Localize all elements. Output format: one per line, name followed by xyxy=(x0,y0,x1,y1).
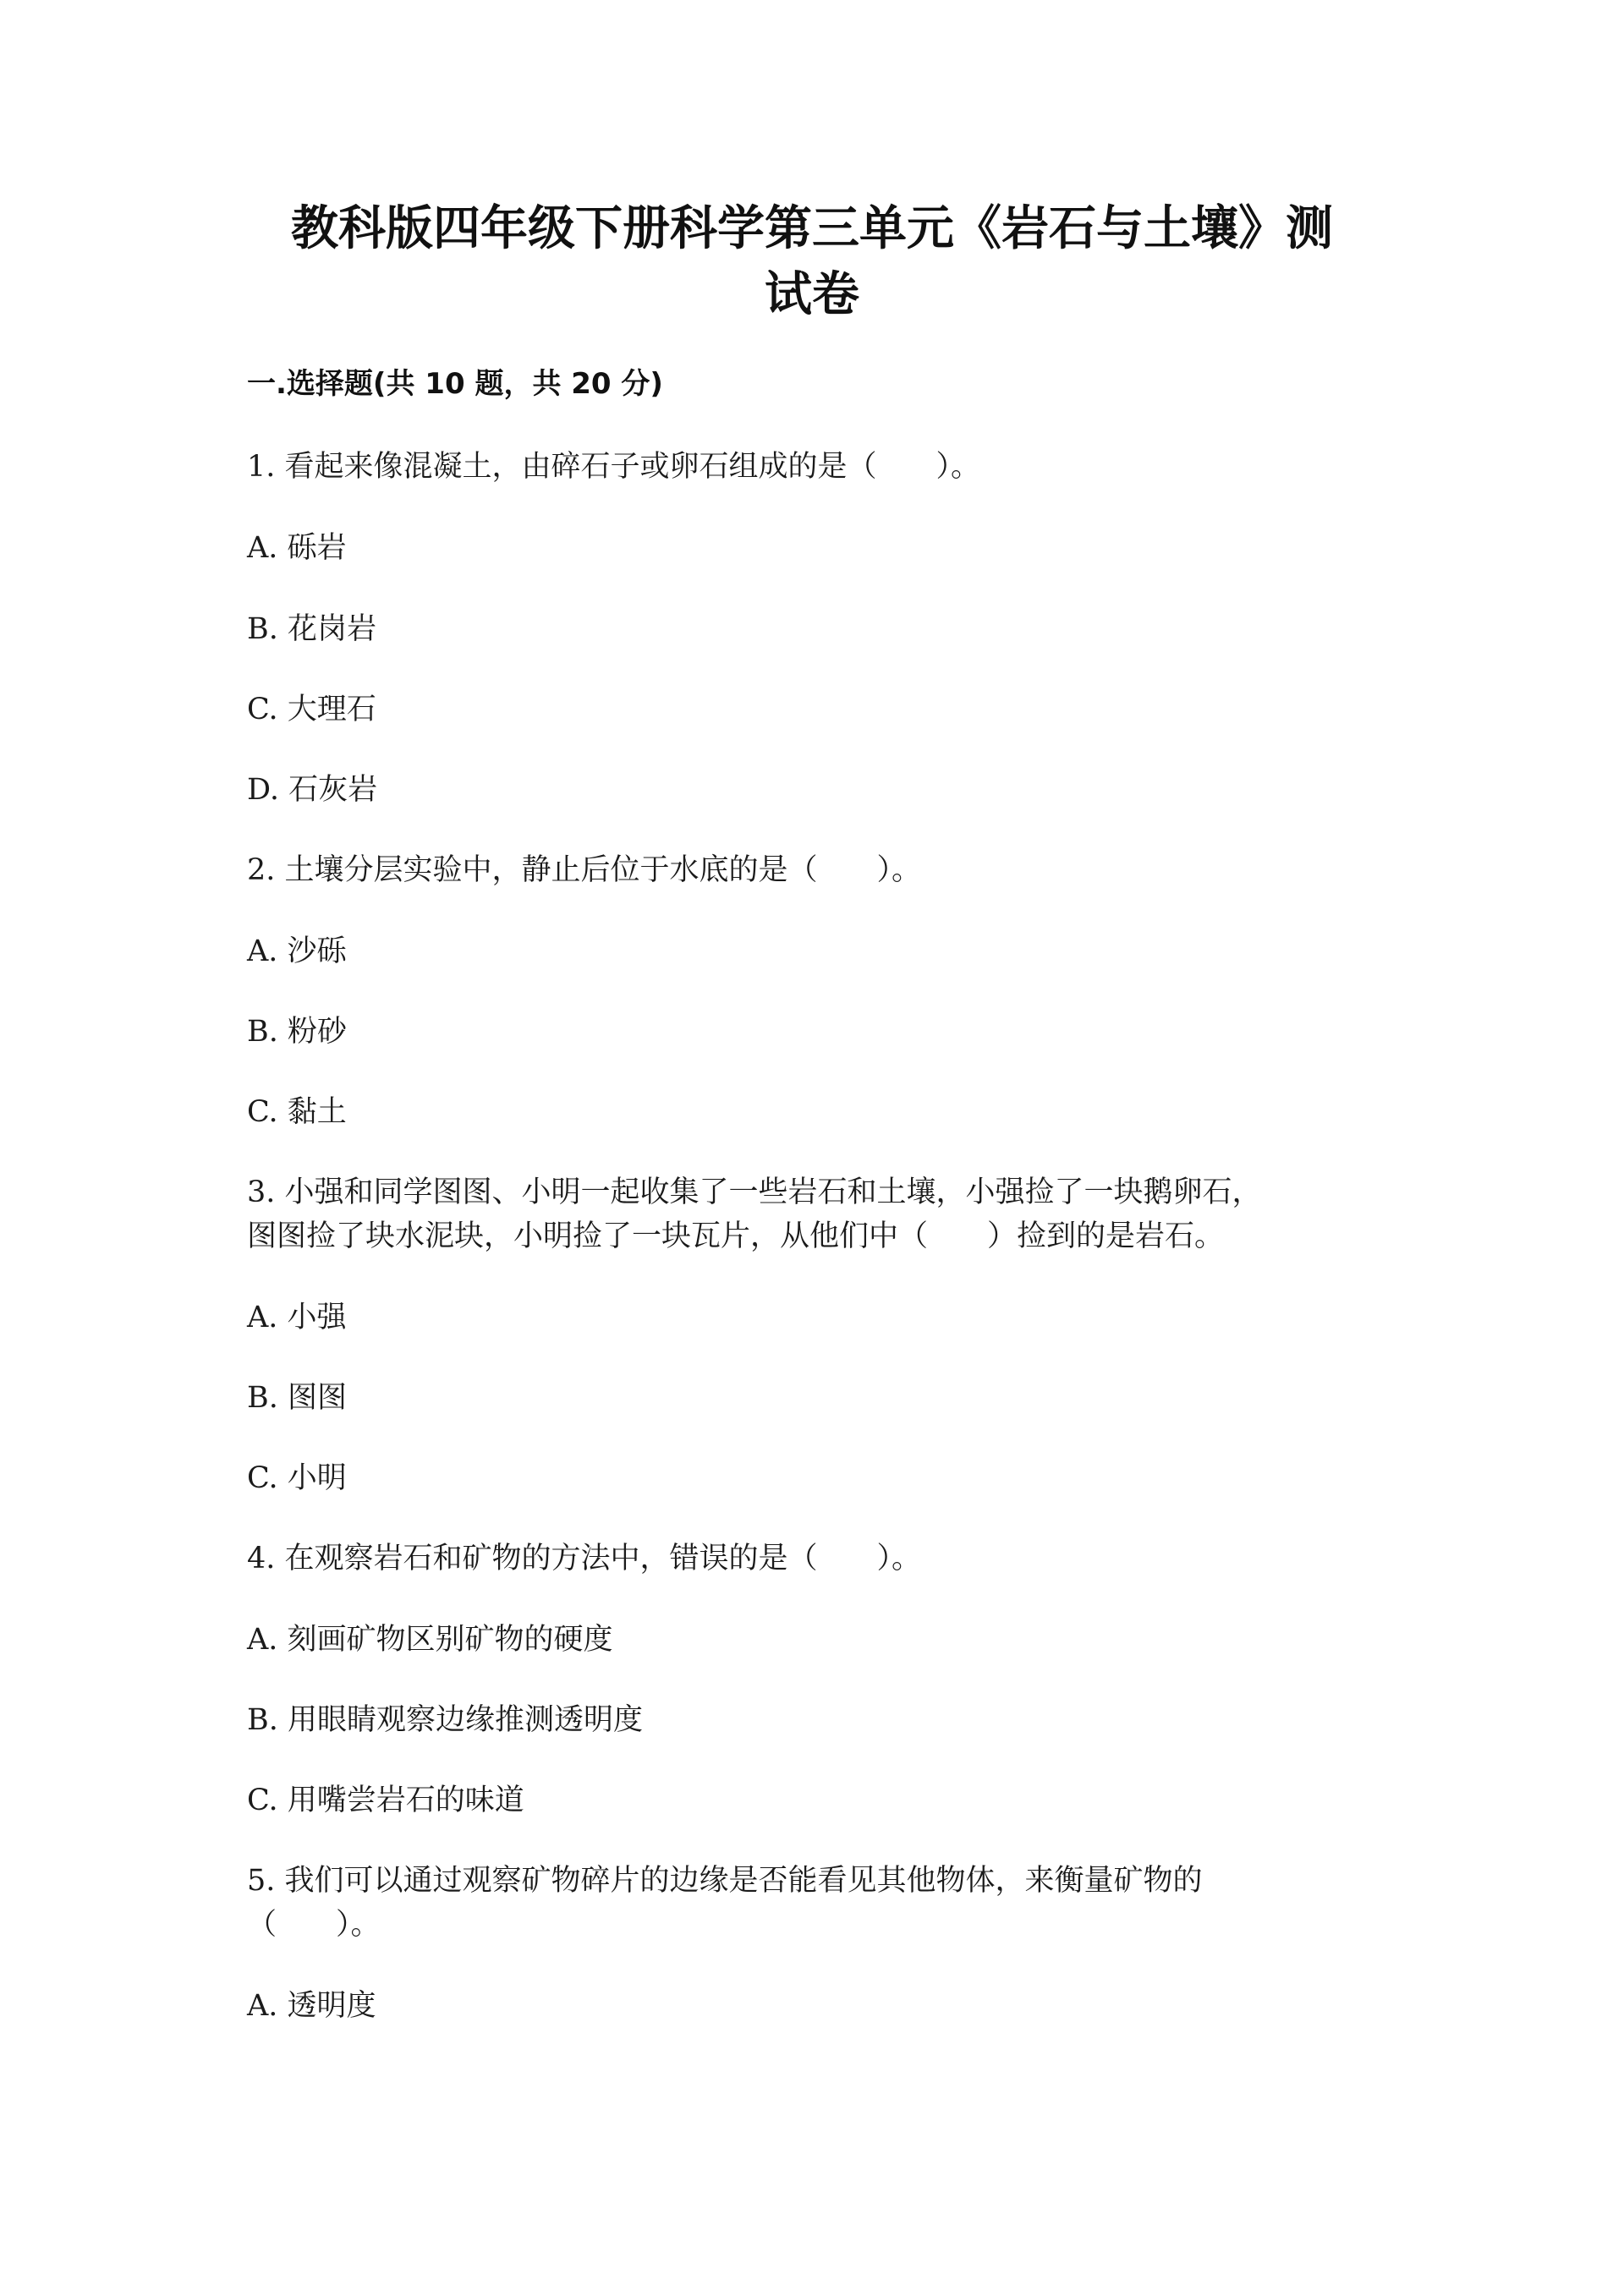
question-4-stem: 4. 在观察岩石和矿物的方法中，错误的是（ ）。 xyxy=(247,1542,922,1575)
question-5-stem-line-1: 5. 我们可以通过观察矿物碎片的边缘是否能看见其他物体，来衡量矿物的 xyxy=(247,1864,1203,1898)
question-1-option-d: D. 石灰岩 xyxy=(247,773,378,807)
question-3-option-c: C. 小明 xyxy=(247,1461,347,1495)
question-2-option-b: B. 粉砂 xyxy=(247,1015,347,1049)
exam-title-line-2: 试卷 xyxy=(765,267,859,322)
question-3-stem-line-2: 图图捡了块水泥块，小明捡了一块瓦片，从他们中（ ）捡到的是岩石。 xyxy=(247,1219,1225,1253)
question-1-stem: 1. 看起来像混凝土，由碎石子或卵石组成的是（ ）。 xyxy=(247,450,981,484)
exam-title xyxy=(237,196,1387,328)
question-2-option-c: C. 黏土 xyxy=(247,1095,347,1129)
question-2-stem: 2. 土壤分层实验中，静止后位于水底的是（ ）。 xyxy=(247,853,922,887)
question-1-option-c: C. 大理石 xyxy=(247,693,376,726)
question-1-option-a: A. 砾岩 xyxy=(247,531,347,565)
question-1-option-b: B. 花岗岩 xyxy=(247,612,376,646)
question-4-option-c: C. 用嘴尝岩石的味道 xyxy=(247,1784,524,1817)
question-3-option-b: B. 图图 xyxy=(247,1381,347,1415)
question-2-option-a: A. 沙砾 xyxy=(247,934,347,968)
exam-title-line-1: 教科版四年级下册科学第三单元《岩石与土壤》测 xyxy=(291,201,1333,256)
question-4-option-b: B. 用眼睛观察边缘推测透明度 xyxy=(247,1703,643,1737)
question-4-option-a: A. 刻画矿物区别矿物的硬度 xyxy=(247,1623,613,1657)
section-heading: 一.选择题(共 10 题，共 20 分) xyxy=(247,367,663,401)
question-5-option-a: A. 透明度 xyxy=(247,1989,376,2023)
question-5-stem-line-2: （ ）。 xyxy=(247,1908,381,1942)
question-3-option-a: A. 小强 xyxy=(247,1301,347,1334)
question-3-stem-line-1: 3. 小强和同学图图、小明一起收集了一些岩石和土壤，小强捡了一块鹅卵石， xyxy=(247,1175,1262,1209)
